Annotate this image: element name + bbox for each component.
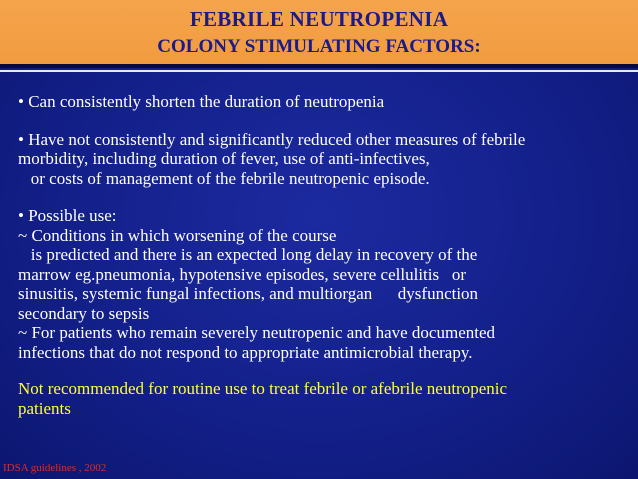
bullet-shorten-duration (18, 92, 630, 112)
recommendation-line: Not recommended for routine use to treat febrile or afebrile neutropenic (18, 379, 508, 398)
bullet-line: ~ For patients who remain severely neutropenic and have documented (18, 323, 496, 342)
slide-body (18, 92, 630, 418)
source-footnote: IDSA guidelines , 2002 (3, 462, 107, 474)
bullet-line: or costs of management of the febrile neutropenic episode. (18, 168, 430, 188)
bullet-not-reduced (18, 130, 630, 189)
bullet-line: infections that do not respond to appropriate antimicrobial therapy. (18, 342, 473, 362)
bullet-possible-use (18, 206, 630, 362)
bullet-line: ~ Conditions in which worsening of the course (18, 225, 337, 245)
bullet-line (18, 92, 630, 112)
recommendation-line: patients (18, 398, 71, 418)
bullet-line (18, 130, 630, 150)
bullet-line (18, 206, 630, 226)
bullet-line: marrow eg.pneumonia, hypotensive episodes, severe cellulitis or (18, 264, 467, 284)
bullet-text: Possible use: (28, 206, 117, 225)
slide-subtitle: COLONY STIMULATING FACTORS: (157, 36, 481, 57)
bullet-icon: • (18, 92, 24, 111)
header-divider-dark (0, 64, 638, 68)
header-divider-light (0, 70, 638, 72)
recommendation-note (18, 379, 630, 418)
bullet-text: Can consistently shorten the duration of neutropenia (28, 92, 385, 111)
bullet-line: sinusitis, systemic fungal infections, and multiorgan dysfunction (18, 284, 479, 303)
slide-header (0, 0, 638, 64)
slide-title: FEBRILE NEUTROPENIA (189, 7, 449, 31)
bullet-icon: • (18, 206, 24, 225)
bullet-text: Have not consistently and significantly reduced other measures of febrile (28, 129, 526, 149)
bullet-line: is predicted and there is an expected long delay in recovery of the (18, 245, 478, 264)
bullet-icon: • (18, 129, 24, 149)
bullet-line: morbidity, including duration of fever, use of anti-infectives, (18, 149, 430, 168)
bullet-line: secondary to sepsis (18, 303, 150, 323)
